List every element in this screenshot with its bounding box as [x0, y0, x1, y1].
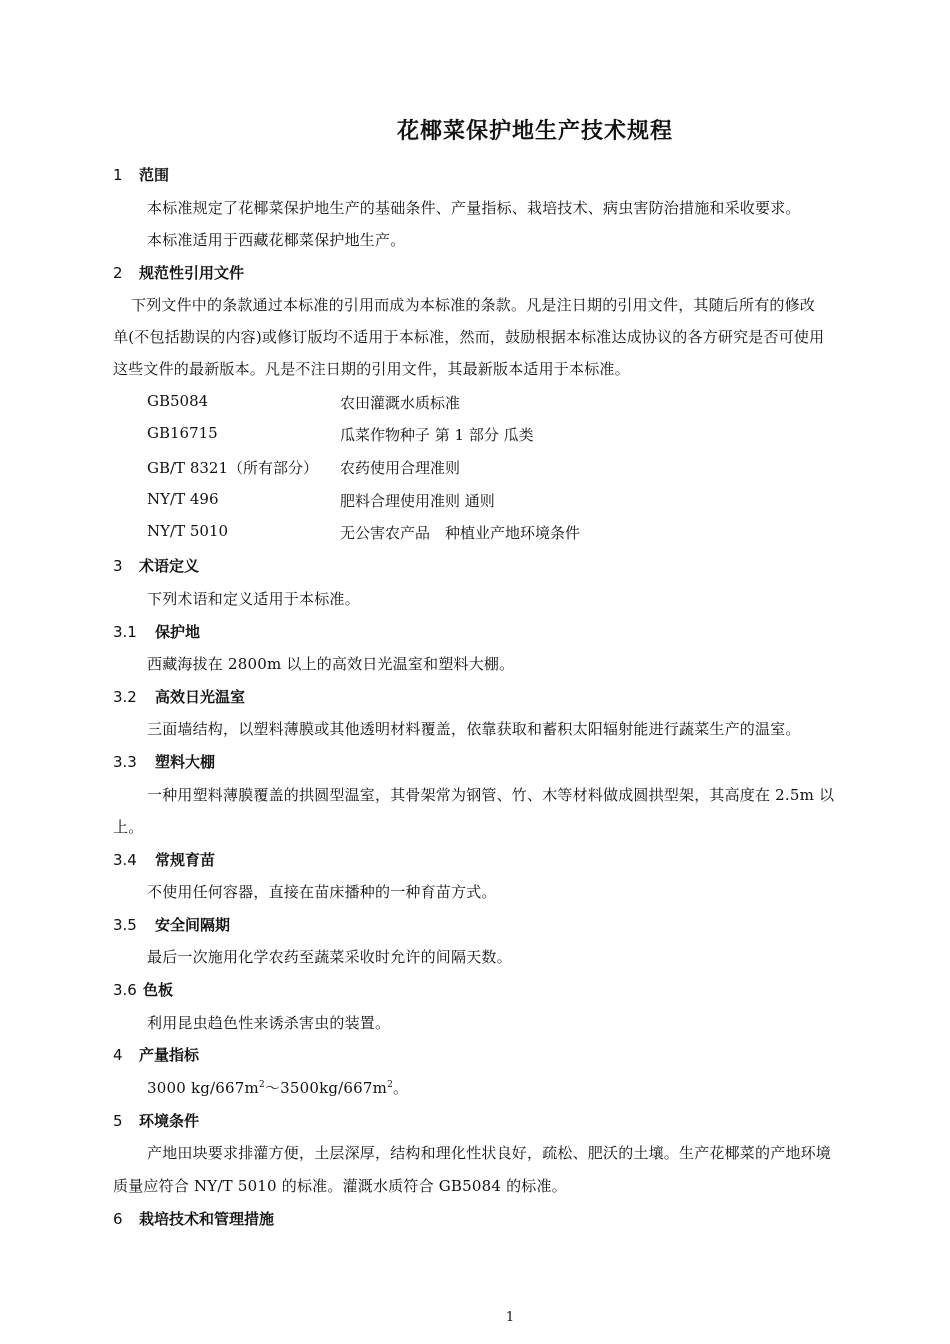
reference-code: GB5084: [147, 392, 209, 410]
superscript: 2: [258, 1080, 265, 1090]
yield-low-text: 3000 kg/667m: [147, 1079, 259, 1097]
reference-name: 肥料合理使用准则 通则: [340, 492, 495, 510]
section-3-2-paragraph: 三面墙结构，以塑料薄膜或其他透明材料覆盖，依靠获取和蓄积太阳辐射能进行蔬菜生产的温室。: [147, 720, 801, 738]
section-number: 3.5: [113, 916, 137, 934]
section-3-4-paragraph: 不使用任何容器，直接在苗床播种的一种育苗方式。: [147, 883, 497, 901]
section-number: 2: [113, 264, 123, 282]
section-3-3-heading: [113, 751, 215, 772]
section-title: 高效日光温室: [155, 688, 246, 706]
reference-name: 瓜菜作物种子 第 1 部分 瓜类: [340, 426, 534, 444]
section-title: 栽培技术和管理措施: [139, 1210, 275, 1228]
reference-name: 无公害农产品 种植业产地环境条件: [340, 524, 581, 542]
section-number: 3: [113, 557, 123, 575]
section-4-heading: [113, 1044, 199, 1065]
period: 。: [393, 1079, 409, 1097]
section-1-paragraph-2: 本标准适用于西藏花椰菜保护地生产。: [147, 231, 406, 249]
section-3-3-paragraph-line-1: 一种用塑料薄膜覆盖的拱圆型温室，其骨架常为钢管、竹、木等材料做成圆拱型架，其高度在 2.5m 以: [147, 786, 835, 804]
section-number: 3.4: [113, 851, 137, 869]
section-3-3-paragraph-line-2: 上。: [113, 818, 144, 836]
section-title: 规范性引用文件: [139, 264, 245, 282]
section-3-6-paragraph: 利用昆虫趋色性来诱杀害虫的装置。: [147, 1014, 391, 1032]
section-number: 3.1: [113, 623, 137, 641]
section-title: 保护地: [155, 623, 201, 641]
section-title: 术语定义: [139, 557, 200, 575]
section-title: 常规育苗: [155, 851, 216, 869]
section-2-paragraph-line-3: 这些文件的最新版本。凡是不注日期的引用文件，其最新版本适用于本标准。: [113, 360, 630, 378]
reference-code: NY/T 496: [147, 490, 219, 508]
reference-code: NY/T 5010: [147, 522, 229, 540]
section-3-paragraph: 下列术语和定义适用于本标准。: [147, 590, 360, 608]
page-number: 1: [505, 1310, 515, 1325]
section-3-1-paragraph: 西藏海拔在 2800m 以上的高效日光温室和塑料大棚。: [147, 655, 515, 673]
section-title: 环境条件: [139, 1112, 200, 1130]
section-5-paragraph-line-1: 产地田块要求排灌方便，土层深厚，结构和理化性状良好，疏松、肥沃的土壤。生产花椰菜的产地环境: [147, 1144, 832, 1162]
section-2-paragraph-line-1: 下列文件中的条款通过本标准的引用而成为本标准的条款。凡是注日期的引用文件，其随后所有的修改: [131, 296, 816, 314]
section-3-5-paragraph: 最后一次施用化学农药至蔬菜采收时允许的间隔天数。: [147, 948, 512, 966]
section-title: 塑料大棚: [155, 753, 216, 771]
section-3-2-heading: [113, 686, 245, 707]
superscript: 2: [387, 1080, 394, 1090]
reference-code: GB16715: [147, 424, 218, 442]
section-number: 3.3: [113, 753, 137, 771]
section-2-paragraph-line-2: 单(不包括勘误的内容)或修订版均不适用于本标准，然而，鼓励根据本标准达成协议的各方研究是否可使用: [113, 328, 825, 346]
section-number: 3.2: [113, 688, 137, 706]
section-3-1-heading: [113, 621, 200, 642]
section-3-5-heading: [113, 914, 230, 935]
section-title: 安全间隔期: [155, 916, 231, 934]
section-number: 4: [113, 1046, 123, 1064]
section-5-paragraph-line-2: 质量应符合 NY/T 5010 的标准。灌溉水质符合 GB5084 的标准。: [113, 1177, 567, 1195]
reference-code: GB/T 8321（所有部分）: [147, 459, 319, 477]
section-5-heading: [113, 1110, 199, 1131]
section-3-4-heading: [113, 849, 215, 870]
section-3-6-heading: [113, 979, 173, 1000]
section-4-paragraph: [147, 1077, 408, 1098]
document-title: 花椰菜保护地生产技术规程: [396, 119, 673, 144]
section-1-paragraph-1: 本标准规定了花椰菜保护地生产的基础条件、产量指标、栽培技术、病虫害防治措施和采收要求。: [147, 199, 801, 217]
section-2-heading: [113, 262, 244, 283]
section-title: 产量指标: [139, 1046, 200, 1064]
reference-name: 农药使用合理准则: [340, 459, 461, 477]
section-title: 范围: [139, 166, 170, 184]
section-3-heading: [113, 555, 199, 576]
section-title: 色板: [143, 981, 174, 999]
section-6-heading: [113, 1208, 274, 1229]
reference-name: 农田灌溉水质标准: [340, 394, 461, 412]
section-number: 5: [113, 1112, 123, 1130]
yield-high-text: ～3500kg/667m: [264, 1079, 388, 1097]
section-1-heading: [113, 164, 169, 185]
section-number: 3.6: [113, 981, 137, 999]
section-number: 1: [113, 166, 123, 184]
section-number: 6: [113, 1210, 123, 1228]
